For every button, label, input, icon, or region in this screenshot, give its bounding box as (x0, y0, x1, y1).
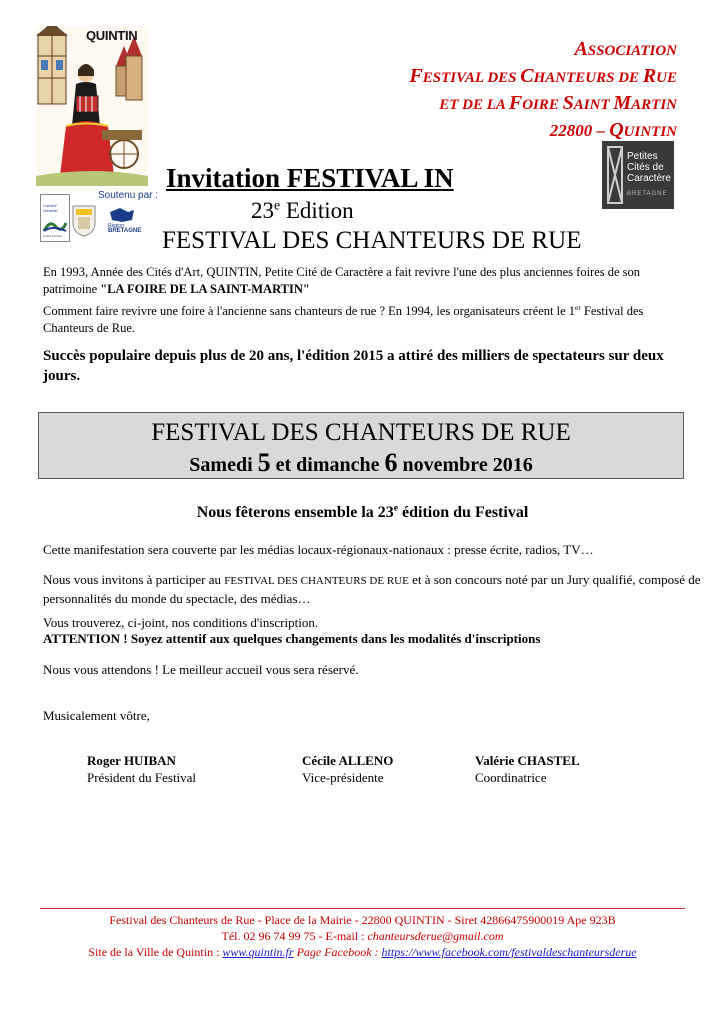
association-line-2: FESTIVAL DES CHANTEURS DE RUE (409, 65, 677, 87)
association-line-3: ET DE LA FOIRE SAINT MARTIN (439, 92, 677, 114)
box-title: FESTIVAL DES CHANTEURS DE RUE (151, 419, 571, 446)
poster-town-name: QUINTIN (86, 28, 138, 43)
signatory-role: Président du Festival (87, 770, 197, 785)
quintin-coat-of-arms (72, 205, 96, 237)
signatory-name: Roger HUIBAN (87, 753, 176, 768)
festival-dates: Samedi 5 et dimanche 6 novembre 2016 (189, 448, 533, 477)
signature-coordinator (475, 752, 580, 786)
footer-contact: Tél. 02 96 74 99 75 - E-mail : chanteursderue@gmail.com (221, 929, 504, 943)
footer-email[interactable]: chanteursderue@gmail.com (367, 929, 504, 943)
petites-cites-de-caractere-logo (602, 141, 674, 209)
intro-paragraph-2: Comment faire revivre une foire à l'ancienne sans chanteurs de rue ? En 1994, les organisateurs créent le 1er Festival des Chanteurs de Rue. (43, 302, 644, 335)
conseil-general-text: Conseil Général (43, 203, 58, 213)
conseil-general-emblem (42, 219, 68, 233)
pcc-emblem-icon (604, 141, 626, 209)
pcc-logo-region: BRETAGNE (627, 191, 668, 197)
sponsors-label: Soutenu par : (98, 190, 159, 201)
footer (0, 912, 725, 960)
signatory-name: Cécile ALLENO (302, 753, 394, 768)
poster-artwork (36, 26, 148, 186)
terms-text: Vous trouverez, ci-joint, nos conditions d'inscription. (43, 615, 319, 630)
footer-divider (40, 908, 685, 909)
facebook-page-link[interactable]: https://www.facebook.com/festivaldeschanteursderue (381, 945, 637, 959)
town-website-link[interactable]: www.quintin.fr (222, 945, 294, 959)
signatory-role: Vice-présidente (302, 770, 384, 785)
footer-links: Site de la Ville de Quintin : www.quintin.fr Page Facebook : https://www.facebook.com/festivaldeschanteursderue (88, 945, 637, 959)
intro-paragraph-1: En 1993, Année des Cités d'Art, QUINTIN, Petite Cité de Caractère a fait revivre l'une des plus anciennes foires de son patrimoine "LA FOIRE DE LA SAINT-MARTIN" (43, 265, 641, 296)
conseil-general-subtext: Côtes d'Armor (43, 234, 63, 238)
edition-line: 23e Edition (251, 197, 354, 223)
association-line-4: 22800 – QUINTIN (549, 119, 677, 141)
signature-vice-president (302, 752, 393, 786)
closing-salutation: Musicalement vôtre, (43, 708, 150, 723)
conseil-general-logo (40, 194, 70, 242)
signatory-role: Coordinatrice (475, 770, 547, 785)
coat-of-arms-icon (72, 205, 96, 237)
association-header (409, 37, 677, 145)
festival-title: FESTIVAL DES CHANTEURS DE RUE (162, 227, 582, 254)
signature-president (87, 752, 196, 786)
attention-notice: ATTENTION ! Soyez attentif aux quelques changements dans les modalités d'inscriptions (43, 631, 541, 646)
region-name: BRETAGNE (108, 228, 142, 234)
pcc-logo-text: Petites Cités de Caractère (627, 151, 671, 184)
region-label: Région (108, 223, 124, 229)
invitation-text: Nous vous invitons à participer au FESTIVAL DES CHANTEURS DE RUE et à son concours noté par un Jury qualifié, composé de personnalités du monde du spectacle, des médias… (43, 572, 701, 606)
success-statement: Succès populaire depuis plus de 20 ans, l'édition 2015 a attiré des milliers de spectateurs sur deux jours. (43, 348, 664, 384)
invitation-title: Invitation FESTIVAL IN (166, 163, 454, 193)
welcome-text: Nous vous attendons ! Le meilleur accueil vous sera réservé. (43, 662, 359, 677)
footer-address: Festival des Chanteurs de Rue - Place de la Mairie - 22800 QUINTIN - Siret 42866475900019 Ape 923B (109, 913, 616, 927)
celebrate-heading: Nous fêterons ensemble la 23e édition du Festival (196, 502, 529, 521)
media-coverage-text: Cette manifestation sera couverte par les médias locaux-régionaux-nationaux : presse écrite, radios, TV… (43, 542, 594, 557)
signatory-name: Valérie CHASTEL (475, 753, 580, 768)
festival-poster-illustration (36, 26, 148, 186)
festival-dates-box (38, 412, 684, 479)
association-line-1: ASSOCIATION (574, 38, 677, 60)
region-bretagne-logo (106, 206, 142, 236)
